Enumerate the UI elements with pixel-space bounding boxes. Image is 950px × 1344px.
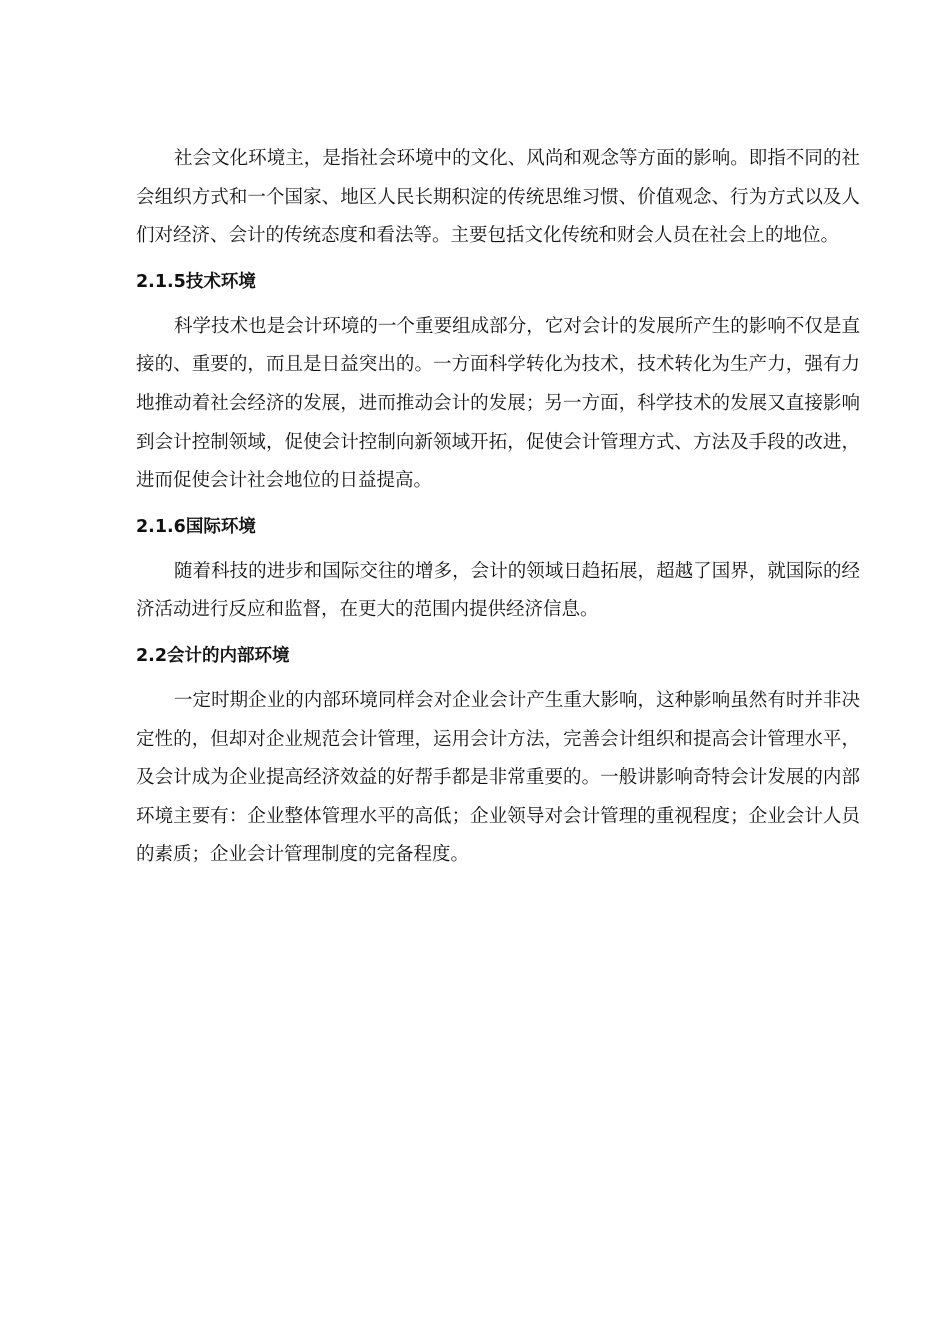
- section-heading-technology: 2.1.5技术环境: [136, 271, 256, 292]
- paragraph-internal-environment: 一定时期企业的内部环境同样会对企业会计产生重大影响，这种影响虽然有时并非决定性的，但却对企业规范会计管理，运用会计方法，完善会计组织和提高会计管理水平，及会计成为企业提高经济效益的好帮手都是非常重要的。一般讲影响奇特会计发展的内部环境主要有：企业整体管理水平的高低；企业领导对会计管理的重视程度；企业会计人员的素质；企业会计管理制度的完备程度。: [136, 689, 860, 866]
- section-heading-internal-environment: 2.2会计的内部环境: [136, 645, 290, 666]
- section-heading-international: 2.1.6国际环境: [136, 516, 256, 537]
- paragraph-technology: 科学技术也是会计环境的一个重要组成部分，它对会计的发展所产生的影响不仅是直接的、重要的，而且是日益突出的。一方面科学转化为技术，技术转化为生产力，强有力地推动着社会经济的发展，进而推动会计的发展；另一方面，科学技术的发展又直接影响到会计控制领域，促使会计控制向新领域开拓，促使会计管理方式、方法及手段的改进，进而促使会计社会地位的日益提高。: [136, 315, 860, 492]
- document-page: [136, 140, 860, 875]
- paragraph-international: 随着科技的进步和国际交往的增多，会计的领域日趋拓展，超越了国界，就国际的经济活动进行反应和监督，在更大的范围内提供经济信息。: [136, 560, 860, 621]
- paragraph-social-culture: 社会文化环境主，是指社会环境中的文化、风尚和观念等方面的影响。即指不同的社会组织方式和一个国家、地区人民长期积淀的传统思维习惯、价值观念、行为方式以及人们对经济、会计的传统态度和看法等。主要包括文化传统和财会人员在社会上的地位。: [136, 148, 860, 247]
